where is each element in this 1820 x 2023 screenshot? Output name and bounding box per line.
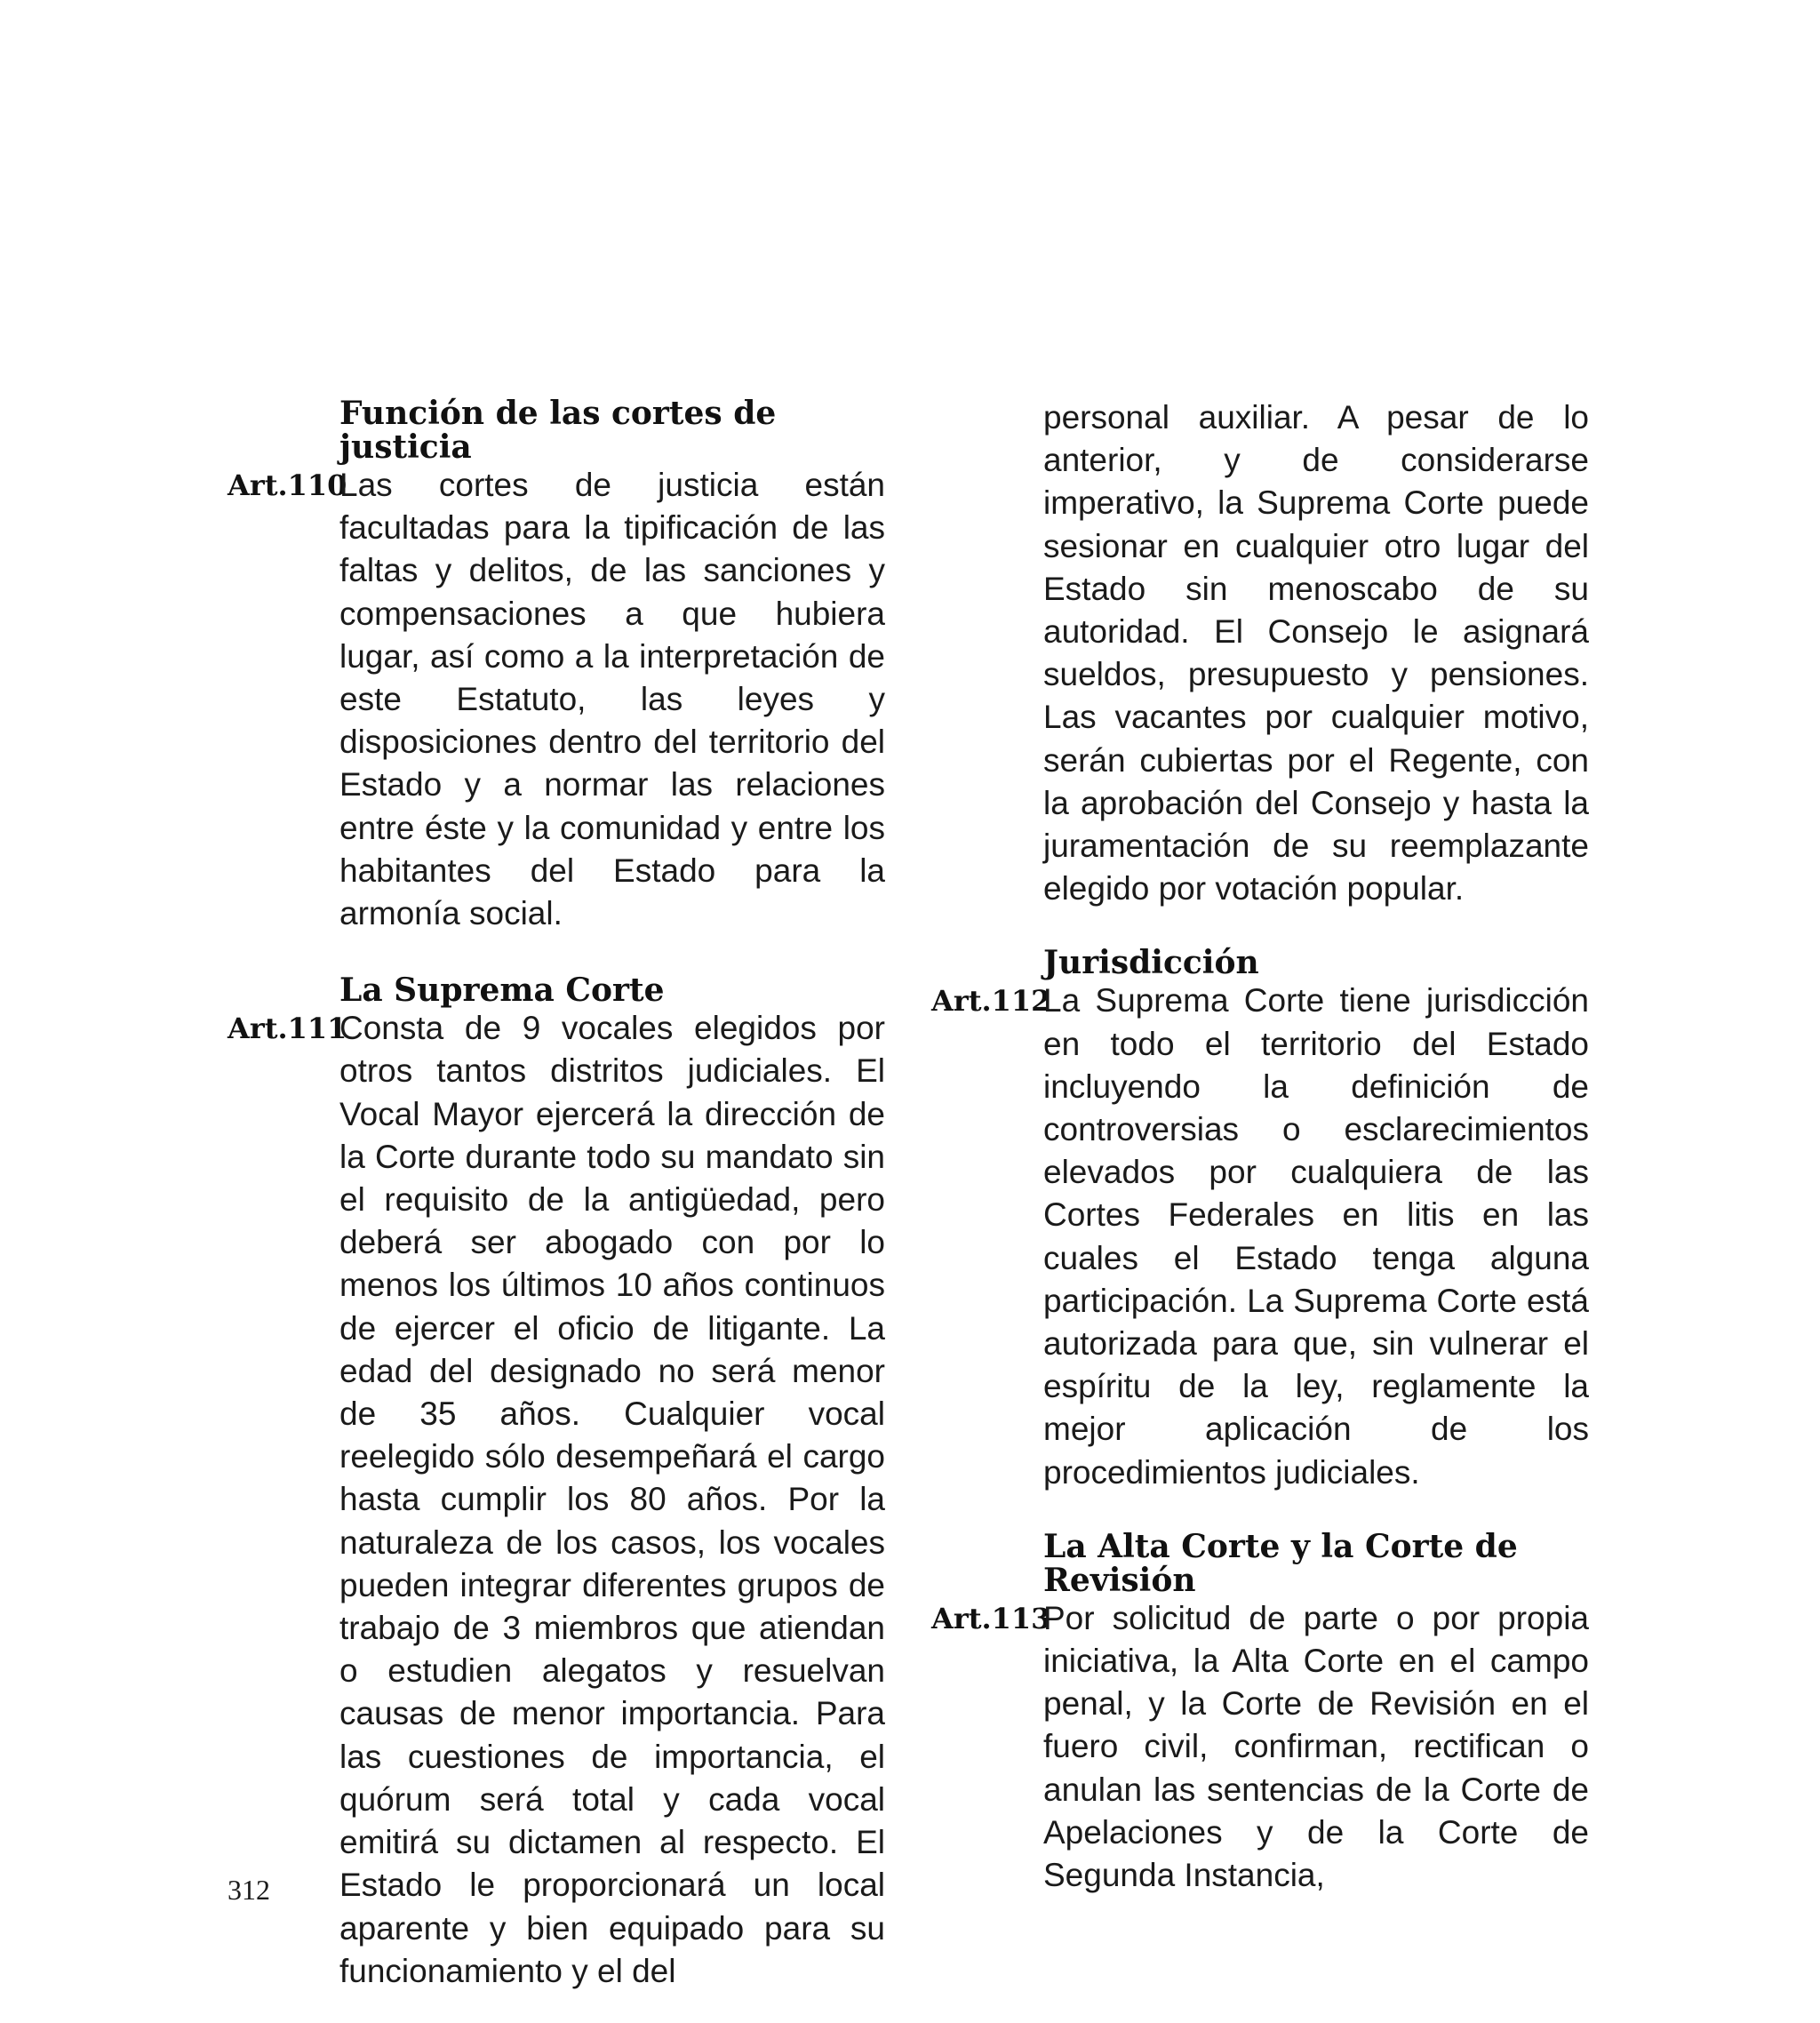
article-111: [228, 1007, 885, 1993]
article-label: Art.110: [228, 468, 347, 502]
spacer: [931, 1494, 1589, 1530]
section-heading-alta-corte: La Alta Corte y la Corte de Revisión: [1043, 1527, 1518, 1599]
spacer: [228, 935, 885, 973]
article-113: [931, 1597, 1589, 1897]
article-body: Las cortes de justicia están facultadas para la tipificación de las faltas y delitos, de las sanciones y compensaciones a que hubiera lugar, así como a la interpretación de este Estatuto, las leyes y disposiciones dentro del territorio del Estado y a normar las relaciones entre éste y la comunidad y entre los habitantes del Estado para la armonía social.: [339, 467, 885, 932]
article-110: [228, 464, 885, 935]
spacer: [931, 910, 1589, 946]
article-body: Consta de 9 vocales elegidos por otros tantos distritos judiciales. El Vocal Mayor ejercerá la dirección de la Corte durante todo su mandato sin el requisito de la antigüedad, pero deberá ser abogado con por lo menos los últimos 10 años continuos de ejercer el oficio de litigante. La edad del designado no será menor de 35 años. Cualquier vocal reelegido sólo desempeñará el cargo hasta cumplir los 80 años. Por la naturaleza de los casos, los vocales pueden integrar diferentes grupos de trabajo de 3 miembros que atiendan o estudien alegatos y resuelvan causas de menor importancia. Para las cuestiones de importancia, el quórum será total y cada vocal emitirá su dictamen al respecto. El Estado le proporcionará un local aparente y bien equipado para su funcionamiento y el del: [339, 1010, 885, 1989]
article-111-continuation: personal auxiliar. A pesar de lo anterior, y de considerarse imperativo, la Suprema Corte puede sesionar en cualquier otro lugar del Estado sin menoscabo de su autoridad. El Consejo le asignará sueldos, presupuesto y pensiones. Las vacantes por cualquier motivo, serán cubiertas por el Regente, con la aprobación del Consejo y hasta la juramentación de su reemplazante elegido por votación popular.: [1043, 399, 1589, 908]
left-column: [228, 396, 885, 1993]
section-heading-funcion-cortes: Función de las cortes de justicia: [339, 395, 777, 466]
section-heading-jurisdiccion: Jurisdicción: [1043, 944, 1259, 982]
article-label: Art.111: [228, 1012, 347, 1046]
article-label: Art.113: [931, 1601, 1051, 1635]
page-number: 312: [228, 1874, 270, 1906]
article-112: [931, 980, 1589, 1493]
right-column: [931, 396, 1589, 1897]
article-body: Por solicitud de parte o por propia iniciativa, la Alta Corte en el campo penal, y la Corte de Revisión en el fuero civil, confirman, rectifican o anulan las sentencias de la Corte de Apelaciones y de la Corte de Segunda Instancia,: [1043, 1599, 1589, 1894]
section-heading-suprema-corte: La Suprema Corte: [339, 972, 665, 1010]
article-label: Art.112: [931, 984, 1051, 1019]
article-body: La Suprema Corte tiene jurisdicción en todo el territorio del Estado incluyendo la definición de controversias o esclarecimientos elevados por cualquiera de las Cortes Federales en litis en las cuales el Estado tenga alguna participación. La Suprema Corte está autorizada para que, sin vulnerar el espíritu de la ley, reglamente la mejor aplicación de los procedimientos judiciales.: [1043, 982, 1589, 1491]
